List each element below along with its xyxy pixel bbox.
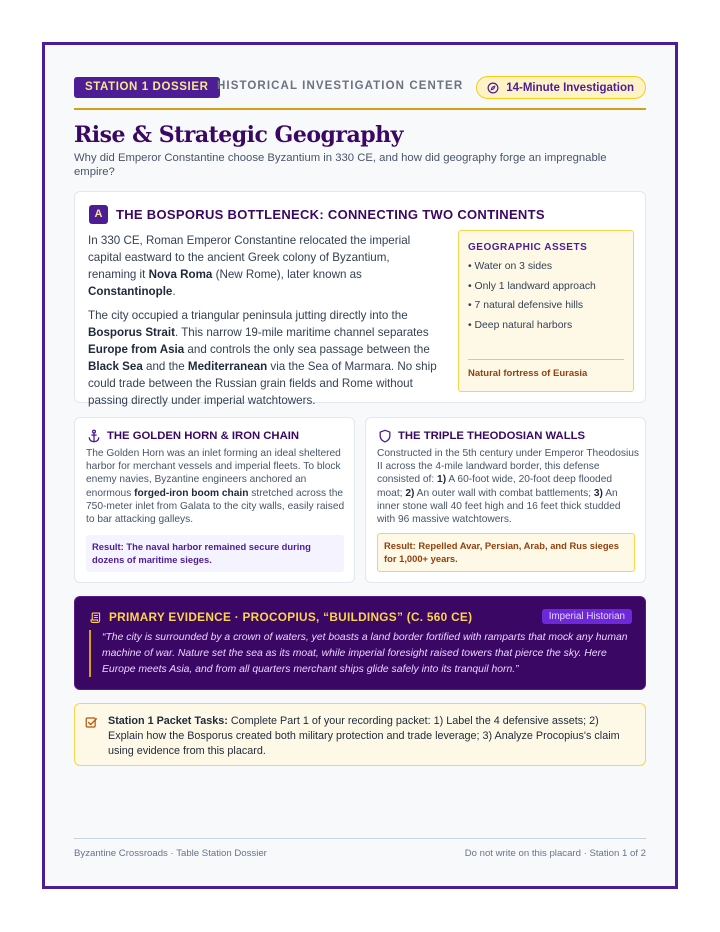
footer-left: Byzantine Crossroads · Table Station Dossier xyxy=(74,848,267,859)
text-run: and the xyxy=(142,360,188,373)
paragraph-1 xyxy=(88,232,438,300)
walls-heading xyxy=(378,429,585,443)
item-number: 2) xyxy=(405,487,415,499)
page-title: Rise & Strategic Geography xyxy=(74,122,403,148)
paragraph-2 xyxy=(88,307,438,409)
assets-footer: Natural fortress of Eurasia xyxy=(468,368,588,379)
header-divider xyxy=(74,108,646,110)
footer-divider xyxy=(74,838,646,839)
text-run: An inner stone wall 40 feet high and 16 feet thick studded with 96 massive watchtowers. xyxy=(377,487,621,526)
assets-heading: GEOGRAPHIC ASSETS xyxy=(468,242,588,253)
station-label: STATION 1 DOSSIER xyxy=(74,77,220,98)
compass-icon xyxy=(487,82,499,94)
golden-horn-body xyxy=(86,447,348,526)
header-bar xyxy=(74,76,646,100)
text-run: (New Rome), later known as xyxy=(212,268,362,281)
walls-body xyxy=(377,447,639,526)
section-a-body xyxy=(88,232,438,416)
walls-card xyxy=(365,417,646,583)
list-item: • Only 1 landward approach xyxy=(468,280,596,292)
term-europe-asia: Europe from Asia xyxy=(88,343,185,356)
term-bosporus: Bosporus Strait xyxy=(88,326,175,339)
primary-evidence-card xyxy=(74,596,646,690)
item-number: 3) xyxy=(593,487,603,499)
list-item: • Water on 3 sides xyxy=(468,261,553,272)
text-run: and controls the only sea passage between the xyxy=(184,343,430,356)
section-a-title: THE BOSPORUS BOTTLENECK: CONNECTING TWO CONTINENTS xyxy=(116,207,545,222)
time-label: 14-Minute Investigation xyxy=(506,81,634,94)
term-black-sea: Black Sea xyxy=(88,360,143,373)
tasks-body: Complete Part 1 of your recording packet: 1) Label the 4 defensive assets; 2) Explain how the Bosporus created both military protection and trade leverage; 3) Analyze Procopius's claim using evidence from this placard. xyxy=(108,715,620,757)
evidence-tag: Imperial Historian xyxy=(542,609,632,624)
golden-horn-heading xyxy=(87,429,299,443)
tasks-text xyxy=(108,714,636,759)
scroll-icon xyxy=(89,611,102,624)
page-subtitle: Why did Emperor Constantine choose Byzantium in 330 CE, and how did geography forge an impregnable empire? xyxy=(74,152,607,178)
term-boom-chain: forged-iron boom chain xyxy=(134,487,249,499)
anchor-icon xyxy=(87,429,101,443)
footer-right: Do not write on this placard · Station 1 of 2 xyxy=(464,848,646,859)
dossier-sheet xyxy=(42,42,678,889)
list-item: • 7 natural defensive hills xyxy=(468,300,584,311)
assets-list xyxy=(468,260,596,338)
item-number: 1) xyxy=(437,474,447,486)
time-pill xyxy=(476,76,646,99)
evidence-heading xyxy=(89,610,472,624)
golden-horn-result: Result: The naval harbor remained secure during dozens of maritime sieges. xyxy=(86,535,344,572)
text-run: stretched across the 750-meter inlet from Galata to the city walls, easily raised to bar attacking galleys. xyxy=(86,487,345,526)
section-badge: A xyxy=(89,205,108,224)
text-run: An outer wall with combat battlements; xyxy=(414,487,594,499)
term-constantinople: Constantinople xyxy=(88,285,173,298)
term-nova-roma: Nova Roma xyxy=(148,268,213,281)
geographic-assets-box xyxy=(458,230,634,392)
text-run: A 60-foot wide, 20-foot deep flooded moat; xyxy=(377,474,613,499)
shield-icon xyxy=(378,429,392,443)
text-run: . xyxy=(172,285,176,298)
walls-title: THE TRIPLE THEODOSIAN WALLS xyxy=(398,430,586,442)
text-run: The Golden Horn was an inlet forming an ideal sheltered harbor for merchant vessels and imperial fleets. To block enemy navies, Byzantine engineers anchored an enormous xyxy=(86,448,341,499)
text-run: Constructed in the 5th century under Emperor Theodosius II across the 4-mile landward border, this defense consisted of: xyxy=(377,448,640,486)
checkbox-icon xyxy=(85,716,98,729)
section-a-card xyxy=(74,191,646,407)
assets-divider xyxy=(468,359,624,360)
list-item: • Deep natural harbors xyxy=(468,319,573,331)
text-run: via the Sea of Marmara. No ship could trade between the Russian grain fields and Rome without passing directly under imperial watchtowers. xyxy=(88,360,437,407)
walls-result: Result: Repelled Avar, Persian, Arab, and Rus sieges for 1,000+ years. xyxy=(377,533,635,572)
golden-horn-card xyxy=(74,417,355,583)
evidence-title: PRIMARY EVIDENCE · PROCOPIUS, “BUILDINGS” (C. 560 CE) xyxy=(109,610,473,624)
golden-horn-title: THE GOLDEN HORN & IRON CHAIN xyxy=(107,430,300,442)
text-run: In 330 CE, Roman Emperor Constantine relocated the imperial capital eastward to the ancient Greek colony of Byzantium, renaming it xyxy=(88,234,411,281)
packet-tasks-box xyxy=(74,703,646,766)
evidence-quote: “The city is surrounded by a crown of waters, yet boasts a land border fortified with ramparts that mock any human machine of war. Nature set the sea as its moat, while imperial foresight raised towers that pierce the sky. Here Europe meets Asia, and from all quarters merchant ships glide safely into its tranquil horn.” xyxy=(89,630,634,677)
tasks-label: Station 1 Packet Tasks: xyxy=(108,715,228,727)
center-name: HISTORICAL INVESTIGATION CENTER xyxy=(217,80,464,92)
term-mediterranean: Mediterranean xyxy=(187,360,268,373)
text-run: . This narrow 19-mile maritime channel separates xyxy=(174,326,429,339)
text-run: The city occupied a triangular peninsula jutting directly into the xyxy=(88,309,408,322)
